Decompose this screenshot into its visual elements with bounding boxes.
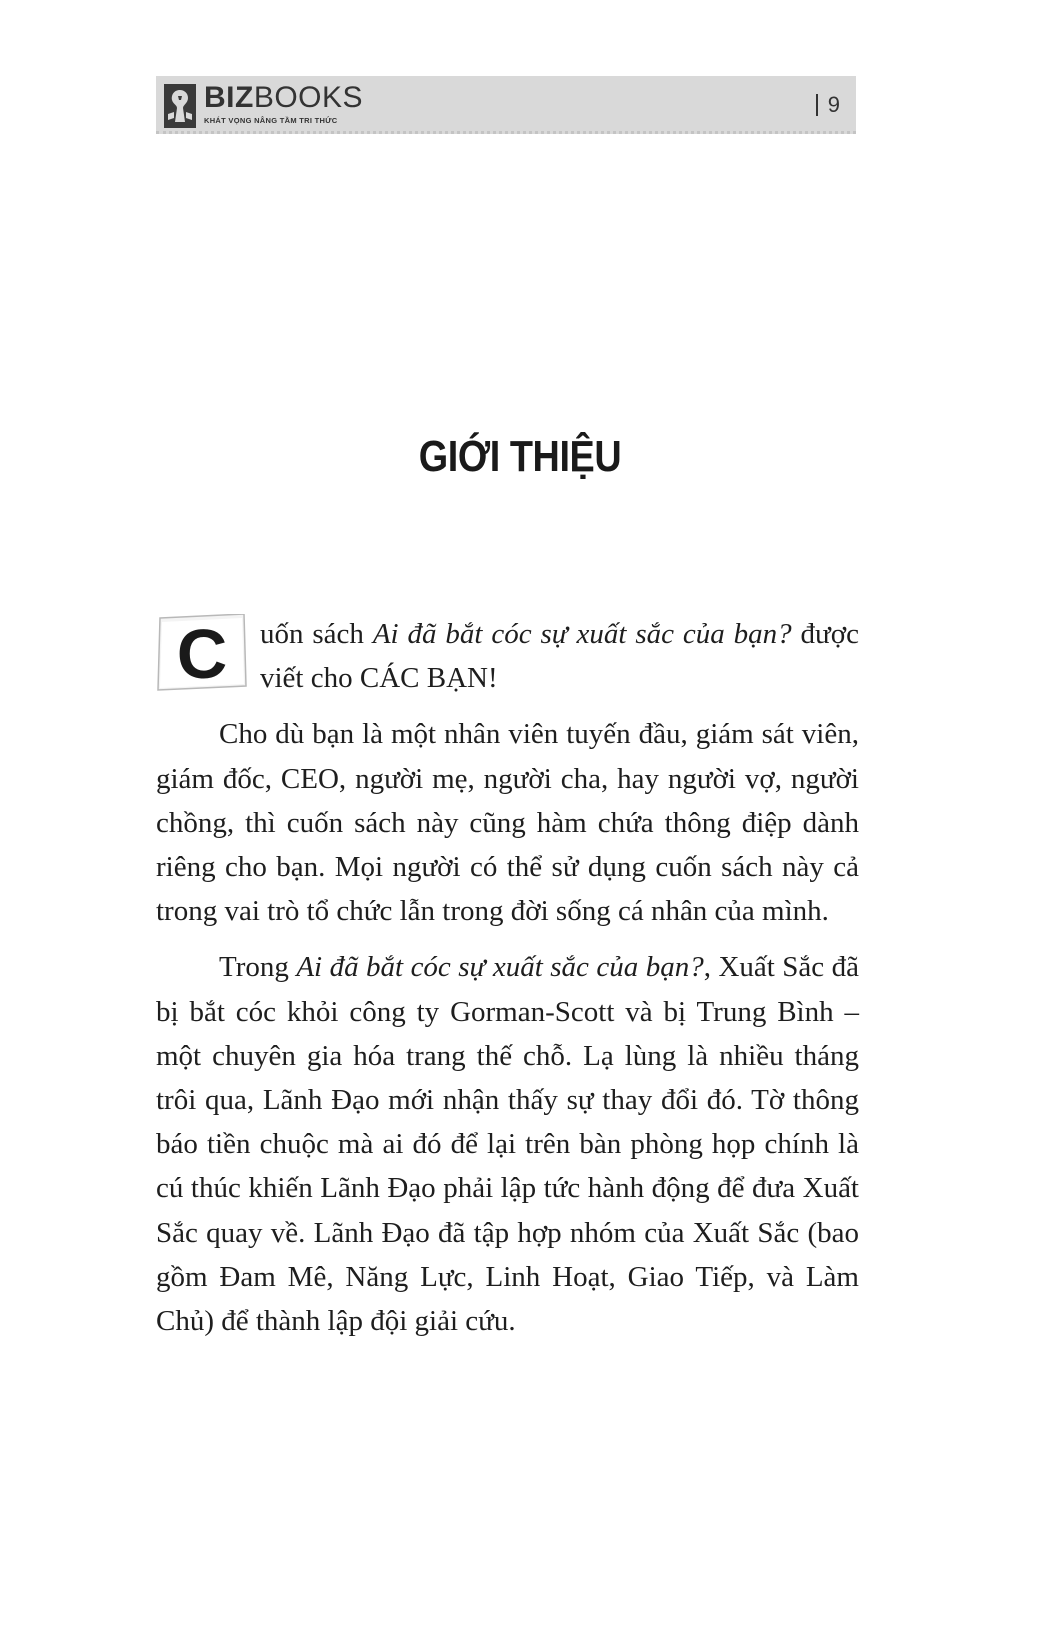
paragraph-3-text-after: , Xuất Sắc đã bị bắt cóc khỏi công ty Gorman-Scott và bị Trung Bình – một chuyên gia hóa trang thế chỗ. Lạ lùng là nhiều tháng trôi qua, Lãnh Đạo mới nhận thấy sự thay đổi đó. Tờ thông báo tiền chuộc mà ai đó để lại trên bàn phòng họp chính là cú thúc khiến Lãnh Đạo phải lập tức hành động để đưa Xuất Sắc quay về. Lãnh Đạo đã tập hợp nhóm của Xuất Sắc (bao gồm Đam Mê, Năng Lực, Linh Hoạt, Giao Tiếp, và Làm Chủ) để thành lập đội giải cứu. bbox=[156, 951, 859, 1338]
paragraph-3-text-before: Trong bbox=[219, 951, 297, 984]
page-number bbox=[816, 92, 840, 118]
paragraph-1-text-before: uốn sách bbox=[260, 618, 373, 650]
logo-wordmark bbox=[204, 82, 363, 114]
paragraph-1-text-after: được viết cho CÁC BẠN! bbox=[260, 618, 859, 695]
bizbooks-logo-icon bbox=[164, 84, 196, 128]
running-header bbox=[156, 76, 856, 134]
logo-brand-light: BOOKS bbox=[253, 81, 364, 114]
chapter-title: GIỚI THIỆU bbox=[418, 432, 622, 481]
page-number-value: 9 bbox=[827, 92, 840, 117]
drop-cap-letter: C bbox=[176, 615, 228, 692]
paragraph-3 bbox=[156, 945, 859, 1343]
page-number-divider bbox=[816, 94, 818, 116]
book-title-italic: Ai đã bắt cóc sự xuất sắc của bạn? bbox=[296, 951, 704, 984]
logo-brand-bold: BIZ bbox=[204, 81, 254, 114]
book-title-italic: Ai đã bắt cóc sự xuất sắc của bạn? bbox=[372, 618, 792, 650]
logo-tagline: KHÁT VỌNG NÂNG TẦM TRI THỨC bbox=[204, 116, 338, 125]
drop-cap-card-icon bbox=[156, 614, 248, 692]
paragraph-2: Cho dù bạn là một nhân viên tuyến đầu, giám sát viên, giám đốc, CEO, người mẹ, người cha, hay người vợ, người chồng, thì cuốn sách này cũng hàm chứa thông điệp dành riêng cho bạn. Mọi người có thể sử dụng cuốn sách này cả trong vai trò tổ chức lẫn trong đời sống cá nhân của mình. bbox=[156, 718, 859, 928]
body-text bbox=[156, 612, 859, 1355]
drop-cap bbox=[156, 614, 248, 692]
paragraph-1 bbox=[156, 612, 859, 700]
